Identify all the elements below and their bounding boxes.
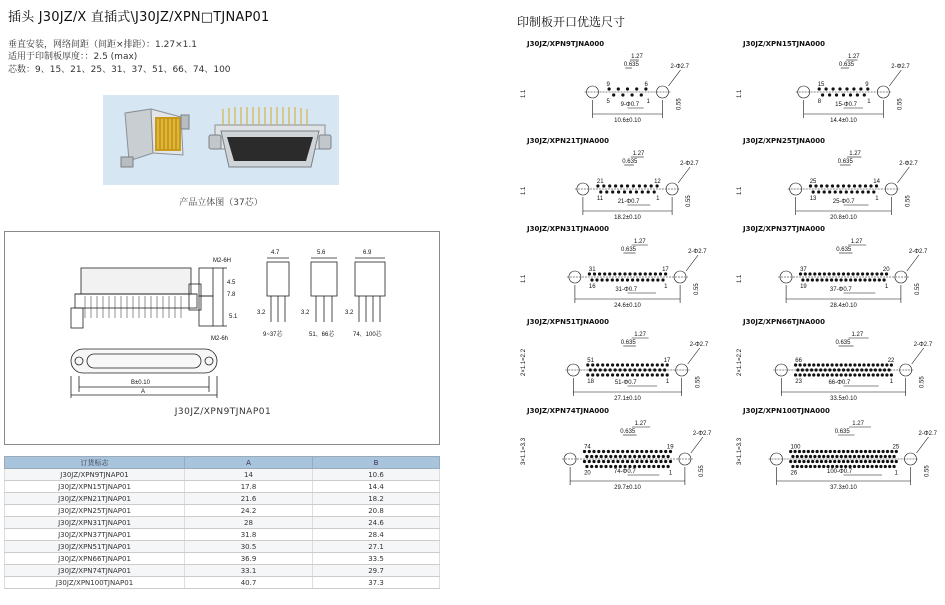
dim-0-55: 0.55 (686, 195, 693, 207)
dim-row-spacing: 3×1.1=3.3 (521, 437, 527, 465)
dim-hole-count: 74-Φ0.7 (613, 469, 636, 475)
label-group-1: 9~37芯 (263, 332, 283, 338)
panel-name: J30JZ/XPN100TJNA000 (743, 407, 830, 415)
dim-0-55: 0.55 (897, 98, 904, 110)
label-height-1: 3.2 (257, 310, 266, 316)
pin-label-right-top: 17 (663, 358, 671, 364)
pin-label-left-top: 100 (790, 444, 801, 451)
pin-label-left-top: 51 (587, 358, 594, 364)
pin-label-left-top: 66 (795, 358, 802, 364)
pin-label-left-top: 15 (817, 82, 825, 88)
dim-row-spacing: 1.1 (737, 89, 743, 98)
cell-b: 10.6 (313, 469, 440, 481)
dim-0-55: 0.55 (924, 465, 931, 477)
dim-pitch: 1.27 (849, 151, 861, 157)
cutout-panel (517, 225, 722, 309)
dim-width: 14.4±0.10 (830, 118, 857, 124)
dim-width: 10.6±0.10 (614, 118, 641, 124)
photo-caption: 产品立体图（37芯） (179, 198, 263, 208)
table-row (5, 505, 440, 517)
dim-half-pitch: 0.635 (622, 159, 638, 165)
table-row (5, 469, 440, 481)
table-header-row (5, 457, 440, 469)
cell-a: 28 (185, 517, 313, 529)
table-row (5, 529, 440, 541)
cell-b: 27.1 (313, 541, 440, 553)
order-table (4, 456, 440, 589)
pin-label-left-top: 74 (584, 444, 591, 451)
pin-label-left-bottom: 5 (606, 99, 610, 105)
cell-b: 28.4 (313, 529, 440, 541)
dim-half-pitch: 0.635 (623, 62, 639, 68)
dim-0-55: 0.55 (695, 376, 702, 388)
dim-pitch: 1.27 (634, 332, 646, 338)
dim-mount-holes: 2-Φ2.7 (680, 161, 699, 167)
dim-row-spacing: 1.1 (521, 89, 527, 98)
cutout-panel (733, 318, 938, 402)
dim-row-spacing: 2×1.1=2.2 (521, 348, 527, 376)
pin-label-right-bottom: 1 (646, 99, 650, 105)
dim-hole-count: 31-Φ0.7 (615, 287, 638, 293)
product-photo (103, 95, 339, 185)
cell-order-code: J30JZ/XPN31TJNAP01 (5, 517, 185, 529)
dim-pitch: 1.27 (634, 421, 647, 427)
cell-order-code: J30JZ/XPN100TJNAP01 (5, 577, 185, 589)
cell-a: 36.9 (185, 553, 313, 565)
pin-label-right-bottom: 1 (889, 379, 894, 385)
pin-label-left-bottom: 19 (800, 284, 807, 290)
pin-label-left-bottom: 20 (584, 470, 591, 477)
cell-a: 21.6 (185, 493, 313, 505)
dim-half-pitch: 0.635 (839, 62, 855, 68)
label-dim-5-1: 5.1 (229, 314, 238, 320)
dim-width: 18.2±0.10 (614, 215, 641, 221)
dim-half-pitch: 0.635 (620, 429, 636, 435)
dim-width: 29.7±0.10 (614, 485, 641, 491)
dim-row-spacing: 3×1.1=3.3 (737, 437, 743, 465)
pin-label-left-bottom: 26 (790, 470, 798, 477)
dim-mount-holes: 2-Φ2.7 (688, 249, 707, 255)
panel-name: J30JZ/XPN66TJNA000 (743, 318, 825, 326)
cell-a: 40.7 (185, 577, 313, 589)
pin-label-right-bottom: 1 (664, 284, 668, 290)
cell-order-code: J30JZ/XPN74TJNAP01 (5, 565, 185, 577)
cell-order-code: J30JZ/XPN37TJNAP01 (5, 529, 185, 541)
pin-label-left-bottom: 18 (587, 379, 594, 385)
pin-label-right-bottom: 1 (668, 470, 673, 477)
dim-0-55: 0.55 (905, 195, 912, 207)
table-row (5, 553, 440, 565)
dim-mount-holes: 2-Φ2.7 (692, 431, 712, 437)
section-title: 印制板开口优选尺寸 (517, 15, 626, 29)
dim-hole-count: 100-Φ0.7 (827, 469, 853, 475)
pin-label-right-top: 9 (865, 82, 869, 88)
cell-order-code: J30JZ/XPN21TJNAP01 (5, 493, 185, 505)
cutout-panel (733, 225, 938, 309)
cell-a: 17.8 (185, 481, 313, 493)
cutout-panel (517, 40, 722, 124)
dim-width: 37.3±0.10 (830, 485, 857, 491)
panel-name: J30JZ/XPN31TJNA000 (527, 225, 609, 233)
dim-0-55: 0.55 (676, 98, 683, 110)
pin-label-right-bottom: 1 (884, 284, 889, 290)
table-row (5, 493, 440, 505)
panel-name: J30JZ/XPN21TJNA000 (527, 137, 609, 145)
dim-width: 24.6±0.10 (614, 303, 641, 309)
label-width-2: 5.6 (317, 250, 326, 256)
pin-label-right-bottom: 1 (875, 196, 879, 202)
dim-half-pitch: 0.635 (837, 159, 853, 165)
dim-pitch: 1.27 (852, 421, 864, 427)
cell-order-code: J30JZ/XPN9TJNAP01 (5, 469, 185, 481)
dim-width: 33.5±0.10 (830, 396, 857, 402)
dim-hole-count: 25-Φ0.7 (832, 199, 855, 205)
pin-label-left-top: 31 (588, 267, 596, 273)
dim-half-pitch: 0.635 (836, 247, 852, 253)
cutout-panel (517, 407, 722, 491)
dim-row-spacing: 1.1 (737, 186, 743, 195)
dim-mount-holes: 2-Φ2.7 (899, 161, 918, 167)
cell-a: 31.8 (185, 529, 313, 541)
col-order-code: 订货标志 (5, 457, 185, 469)
dim-hole-count: 21-Φ0.7 (617, 199, 640, 205)
pin-label-left-bottom: 11 (596, 196, 604, 202)
dim-mount-holes: 2-Φ2.7 (918, 431, 937, 437)
cell-a: 30.5 (185, 541, 313, 553)
label-height-3: 3.2 (345, 310, 354, 316)
table-row (5, 481, 440, 493)
dim-pitch: 1.27 (631, 54, 643, 60)
pin-label-right-top: 6 (644, 82, 648, 88)
dim-0-55: 0.55 (919, 376, 926, 388)
pin-label-right-bottom: 1 (894, 470, 898, 477)
label-group-2: 51、66芯 (309, 332, 335, 338)
cutout-panel (733, 137, 938, 221)
pin-label-right-top: 20 (882, 267, 890, 273)
pin-label-right-top: 19 (666, 444, 674, 451)
dim-width: 27.1±0.10 (614, 396, 641, 402)
pin-label-left-top: 25 (809, 179, 817, 185)
dim-mount-holes: 2-Φ2.7 (670, 64, 689, 70)
dim-0-55: 0.55 (914, 283, 921, 295)
cell-a: 33.1 (185, 565, 313, 577)
col-b: B (313, 457, 440, 469)
cell-b: 33.5 (313, 553, 440, 565)
label-b-dim: B±0.10 (131, 380, 150, 386)
pin-label-left-top: 37 (800, 267, 807, 273)
cell-b: 29.7 (313, 565, 440, 577)
cutout-panel (733, 407, 938, 491)
label-group-3: 74、100芯 (353, 332, 382, 338)
pin-label-right-bottom: 1 (867, 99, 871, 105)
cutout-panel (517, 318, 722, 402)
dim-width: 20.8±0.10 (830, 215, 857, 221)
dim-mount-holes: 2-Φ2.7 (689, 342, 709, 348)
label-dim-7-8: 7.8 (227, 292, 236, 298)
dim-half-pitch: 0.635 (834, 429, 850, 435)
panel-name: J30JZ/XPN74TJNA000 (527, 407, 609, 415)
drawing-caption: J30JZ/XPN9TJNAP01 (174, 407, 272, 417)
spec-pitch: 垂直安装，网络间距（间距×排距）：1.27×1.1 (8, 40, 197, 50)
pin-label-left-bottom: 8 (817, 99, 822, 105)
col-a: A (185, 457, 313, 469)
cell-b: 20.8 (313, 505, 440, 517)
label-width-1: 4.7 (271, 250, 280, 256)
pin-label-right-top: 14 (873, 179, 880, 185)
cell-order-code: J30JZ/XPN66TJNAP01 (5, 553, 185, 565)
dim-pitch: 1.27 (847, 54, 860, 60)
dim-0-55: 0.55 (694, 283, 701, 295)
table-row (5, 517, 440, 529)
dim-row-spacing: 1.1 (521, 274, 527, 283)
label-width-3: 6.9 (363, 250, 372, 256)
cutout-panel (517, 137, 722, 221)
dim-width: 28.4±0.10 (830, 303, 857, 309)
panel-name: J30JZ/XPN25TJNA000 (743, 137, 825, 145)
label-m2-6h-top: M2-6H (213, 258, 232, 264)
panel-name: J30JZ/XPN37TJNA000 (743, 225, 825, 233)
spec-board-thickness: 适用于印制板厚度：：2.5 (max) (8, 52, 138, 62)
pin-label-right-bottom: 1 (656, 196, 660, 202)
panel-name: J30JZ/XPN51TJNA000 (527, 318, 609, 326)
dim-pitch: 1.27 (633, 239, 646, 245)
dim-hole-count: 66-Φ0.7 (828, 380, 851, 386)
cell-order-code: J30JZ/XPN15TJNAP01 (5, 481, 185, 493)
cell-a: 24.2 (185, 505, 313, 517)
dim-pitch: 1.27 (851, 332, 864, 338)
dim-mount-holes: 2-Φ2.7 (891, 64, 910, 70)
spec-pin-counts: 芯数：9、15、21、25、31、37、51、66、74、100 (8, 65, 231, 75)
cell-b: 24.6 (313, 517, 440, 529)
dim-row-spacing: 1.1 (521, 186, 527, 195)
label-dim-4-5: 4.5 (227, 280, 236, 286)
label-m2-6h-bottom: M2-6h (211, 336, 229, 342)
dim-row-spacing: 1.1 (737, 274, 743, 283)
dim-0-55: 0.55 (698, 465, 705, 477)
label-a-dim: A (141, 389, 146, 395)
panel-name: J30JZ/XPN15TJNA000 (743, 40, 825, 48)
pin-label-right-top: 22 (887, 358, 895, 364)
pin-label-left-top: 21 (596, 179, 604, 185)
table-row (5, 565, 440, 577)
dim-hole-count: 37-Φ0.7 (829, 287, 852, 293)
cell-order-code: J30JZ/XPN25TJNAP01 (5, 505, 185, 517)
pin-label-right-top: 12 (654, 179, 661, 185)
dim-pitch: 1.27 (632, 151, 645, 157)
table-row (5, 541, 440, 553)
pin-label-left-bottom: 16 (588, 284, 596, 290)
pin-label-left-bottom: 13 (809, 196, 817, 202)
cell-b: 18.2 (313, 493, 440, 505)
cell-a: 14 (185, 469, 313, 481)
right-column (505, 0, 945, 605)
pin-label-right-top: 17 (662, 267, 669, 273)
pin-label-left-top: 9 (606, 82, 610, 88)
left-column (0, 0, 470, 605)
dim-pitch: 1.27 (850, 239, 863, 245)
dim-half-pitch: 0.635 (621, 247, 637, 253)
dim-hole-count: 15-Φ0.7 (835, 102, 857, 108)
dim-half-pitch: 0.635 (620, 340, 636, 346)
dim-row-spacing: 2×1.1=2.2 (737, 348, 743, 376)
cutout-panel (733, 40, 938, 124)
cell-b: 14.4 (313, 481, 440, 493)
table-row (5, 577, 440, 589)
dim-half-pitch: 0.635 (835, 340, 851, 346)
dim-mount-holes: 2-Φ2.7 (908, 249, 928, 255)
page-title: 插头 J30JZ/X 直插式\J30JZ/XPN□TJNAP01 (8, 10, 270, 25)
dimension-drawing (4, 231, 440, 445)
dim-hole-count: 9-Φ0.7 (620, 102, 640, 108)
dim-mount-holes: 2-Φ2.7 (913, 342, 933, 348)
cell-order-code: J30JZ/XPN51TJNAP01 (5, 541, 185, 553)
pin-label-left-bottom: 23 (795, 379, 802, 385)
pin-label-right-top: 25 (892, 444, 900, 451)
panel-name: J30JZ/XPN9TJNA000 (527, 40, 605, 48)
dim-hole-count: 51-Φ0.7 (614, 380, 637, 386)
pin-label-right-bottom: 1 (665, 379, 670, 385)
label-height-2: 3.2 (301, 310, 310, 316)
cell-b: 37.3 (313, 577, 440, 589)
